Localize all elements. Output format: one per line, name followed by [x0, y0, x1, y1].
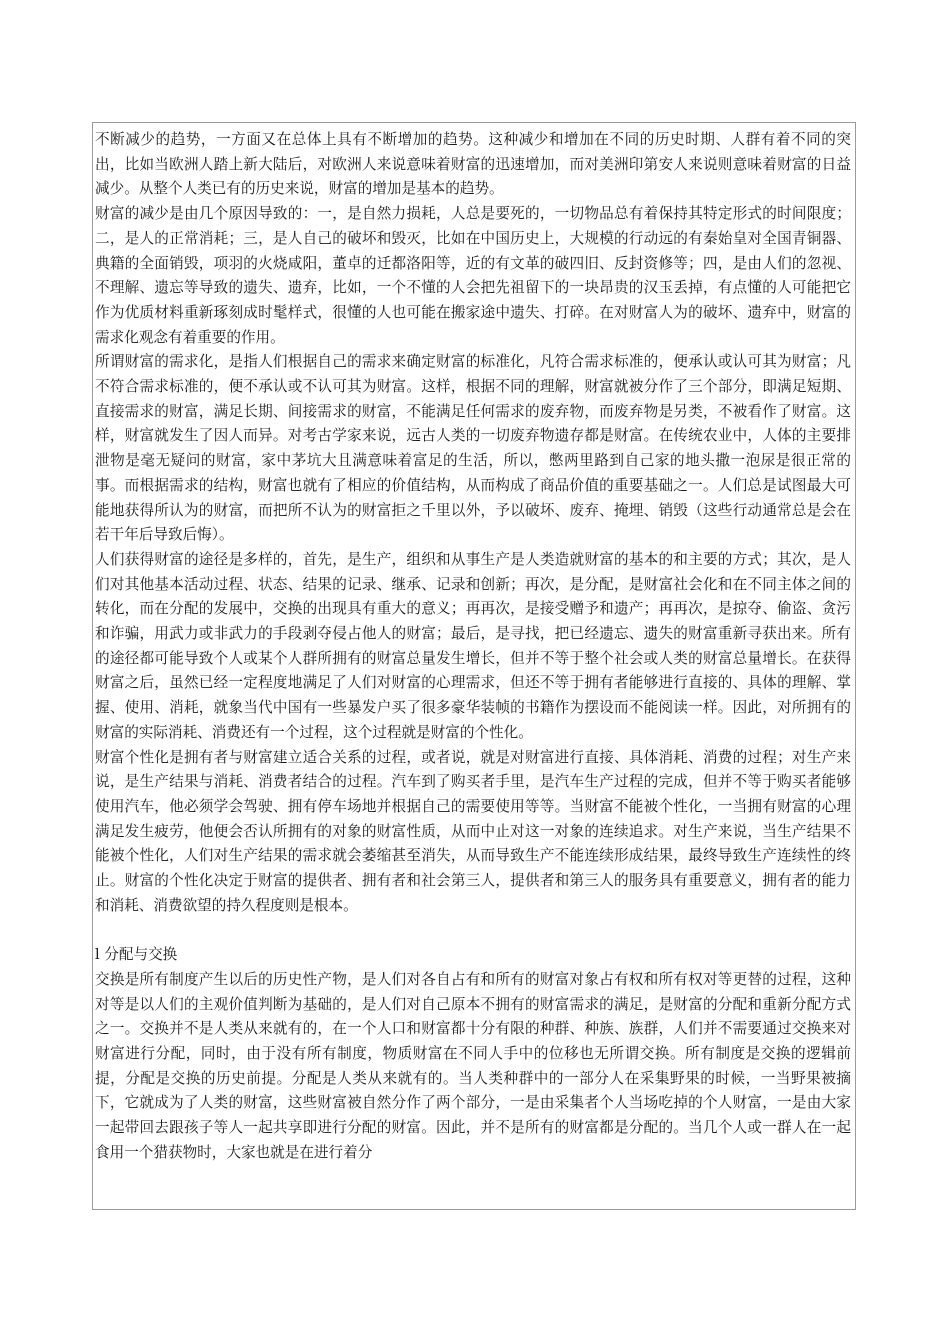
- paragraph-4: 人们获得财富的途径是多样的，首先，是生产，组织和从事生产是人类造就财富的基本的和主要的方式；其次，是人们对其他基本活动过程、状态、结果的记录、继承、记录和创新；再次，是分配，是财富社会化和在不同主体之间的转化，而在分配的发展中，交换的出现具有重大的意义；再再次，是接受赠予和遗产；再再次，是掠夺、偷盗、贪污和诈骗，用武力或非武力的手段剥夺侵占他人的财富；最后，是寻找，把已经遗忘、遗失的财富重新寻获出来。所有的途径都可能导致个人或某个人群所拥有的财富总量发生增长，但并不等于整个社会或人类的财富总量增长。在获得财富之后，虽然已经一定程度地满足了人们对财富的心理需求，但还不等于拥有者能够进行直接的、具体的理解、掌握、使用、消耗，就象当代中国有一些暴发户买了很多豪华装帧的书籍作为摆设而不能阅读一样。因此，对所拥有的财富的实际消耗、消费还有一个过程，这个过程就是财富的个性化。: [95, 550, 851, 741]
- paragraph-3: 所谓财富的需求化，是指人们根据自己的需求来确定财富的标准化，凡符合需求标准的，便承认或认可其为财富；凡不符合需求标准的，便不承认或不认可其为财富。这样，根据不同的理解，财富就被分作了三个部分，即满足短期、直接需求的财富，满足长期、间接需求的财富，不能满足任何需求的废弃物，而废弃物是另类，不被看作了财富。这样，财富就发生了因人而异。对考古学家来说，远古人类的一切废弃物遗存都是财富。在传统农业中，人体的主要排泄物是毫无疑问的财富，家中茅坑大且满意味着富足的生活，所以，憋两里路到自己家的地头撒一泡尿是很正常的事。而根据需求的结构，财富也就有了相应的价值结构，从而构成了商品价值的重要基础之一。人们总是试图最大可能地获得所认为的财富，而把所不认为的财富拒之千里以外，予以破坏、废弃、掩埋、销毁（这些行动通常总是会在若干年后导致后悔）。: [95, 353, 851, 544]
- paragraph-1: 不断减少的趋势，一方面又在总体上具有不断增加的趋势。这种减少和增加在不同的历史时期、人群有着不同的突出，比如当欧洲人踏上新大陆后，对欧洲人来说意味着财富的迅速增加，而对美洲印第安人来说则意味着财富的日益减少。从整个人类已有的历史来说，财富的增加是基本的趋势。: [95, 131, 851, 198]
- document-frame: [92, 122, 856, 1210]
- paragraph-5: 财富个性化是拥有者与财富建立适合关系的过程，或者说，就是对财富进行直接、具体消耗、消费的过程；对生产来说，是生产结果与消耗、消费者结合的过程。汽车到了购买者手里，是汽车生产过程的完成，但并不等于购买者能够使用汽车，他必须学会驾驶、拥有停车场地并根据自己的需要使用等等。当财富不能被个性化，一当拥有财富的心理满足发生疲劳，他便会否认所拥有的对象的财富性质，从而中止对这一对象的连续追求。对生产来说，当生产结果不能被个性化，人们对生产结果的需求就会萎缩甚至消失，从而导致生产不能连续形成结果，最终导致生产连续性的终止。财富的个性化决定于财富的提供者、拥有者和社会第三人，提供者和第三人的服务具有重要意义，拥有者的能力和消耗、消费欲望的持久程度则是根本。: [95, 748, 851, 914]
- document-body: [93, 128, 856, 1166]
- paragraph-2: 财富的减少是由几个原因导致的：一，是自然力损耗，人总是要死的，一切物品总有着保持其特定形式的时间限度；二，是人的正常消耗；三，是人自己的破坏和毁灭，比如在中国历史上，大规模的行动远的有秦始皇对全国青铜器、典籍的全面销毁，项羽的火烧咸阳，董卓的迁都洛阳等，近的有文革的破四旧、反封资修等；四，是由人们的忽视、不理解、遗忘等导致的遗失、遗弃，比如，一个不懂的人会把先祖留下的一块昂贵的汉玉丢掉，有点懂的人可能把它作为优质材料重新琢刻成时髦样式，很懂的人也可能在搬家途中遗失、打碎。在对财富人为的破坏、遗弃中，财富的需求化观念有着重要的作用。: [95, 205, 851, 346]
- paragraph-6: 交换是所有制度产生以后的历史性产物，是人们对各自占有和所有的财富对象占有权和所有权对等更替的过程，这种对等是以人们的主观价值判断为基础的，是人们对自己原本不拥有的财富需求的满足，是财富的分配和重新分配方式之一。交换并不是人类从来就有的，在一个人口和财富都十分有限的种群、种族、族群，人们并不需要通过交换来对财富进行分配，同时，由于没有所有制度，物质财富在不同人手中的位移也无所谓交换。所有制度是交换的逻辑前提，分配是交换的历史前提。分配是人类从来就有的。当人类种群中的一部分人在采集野果的时候，一当野果被摘下，它就成为了人类的财富，这些财富被自然分作了两个部分，一是由采集者个人当场吃掉的个人财富，一是由大家一起带回去跟孩子等人一起共享即进行分配的财富。因此，并不是所有的财富都是分配的。当几个人或一群人在一起食用一个猎获物时，大家也就是在进行着分: [95, 970, 851, 1161]
- section-heading: l 分配与交换: [95, 946, 178, 964]
